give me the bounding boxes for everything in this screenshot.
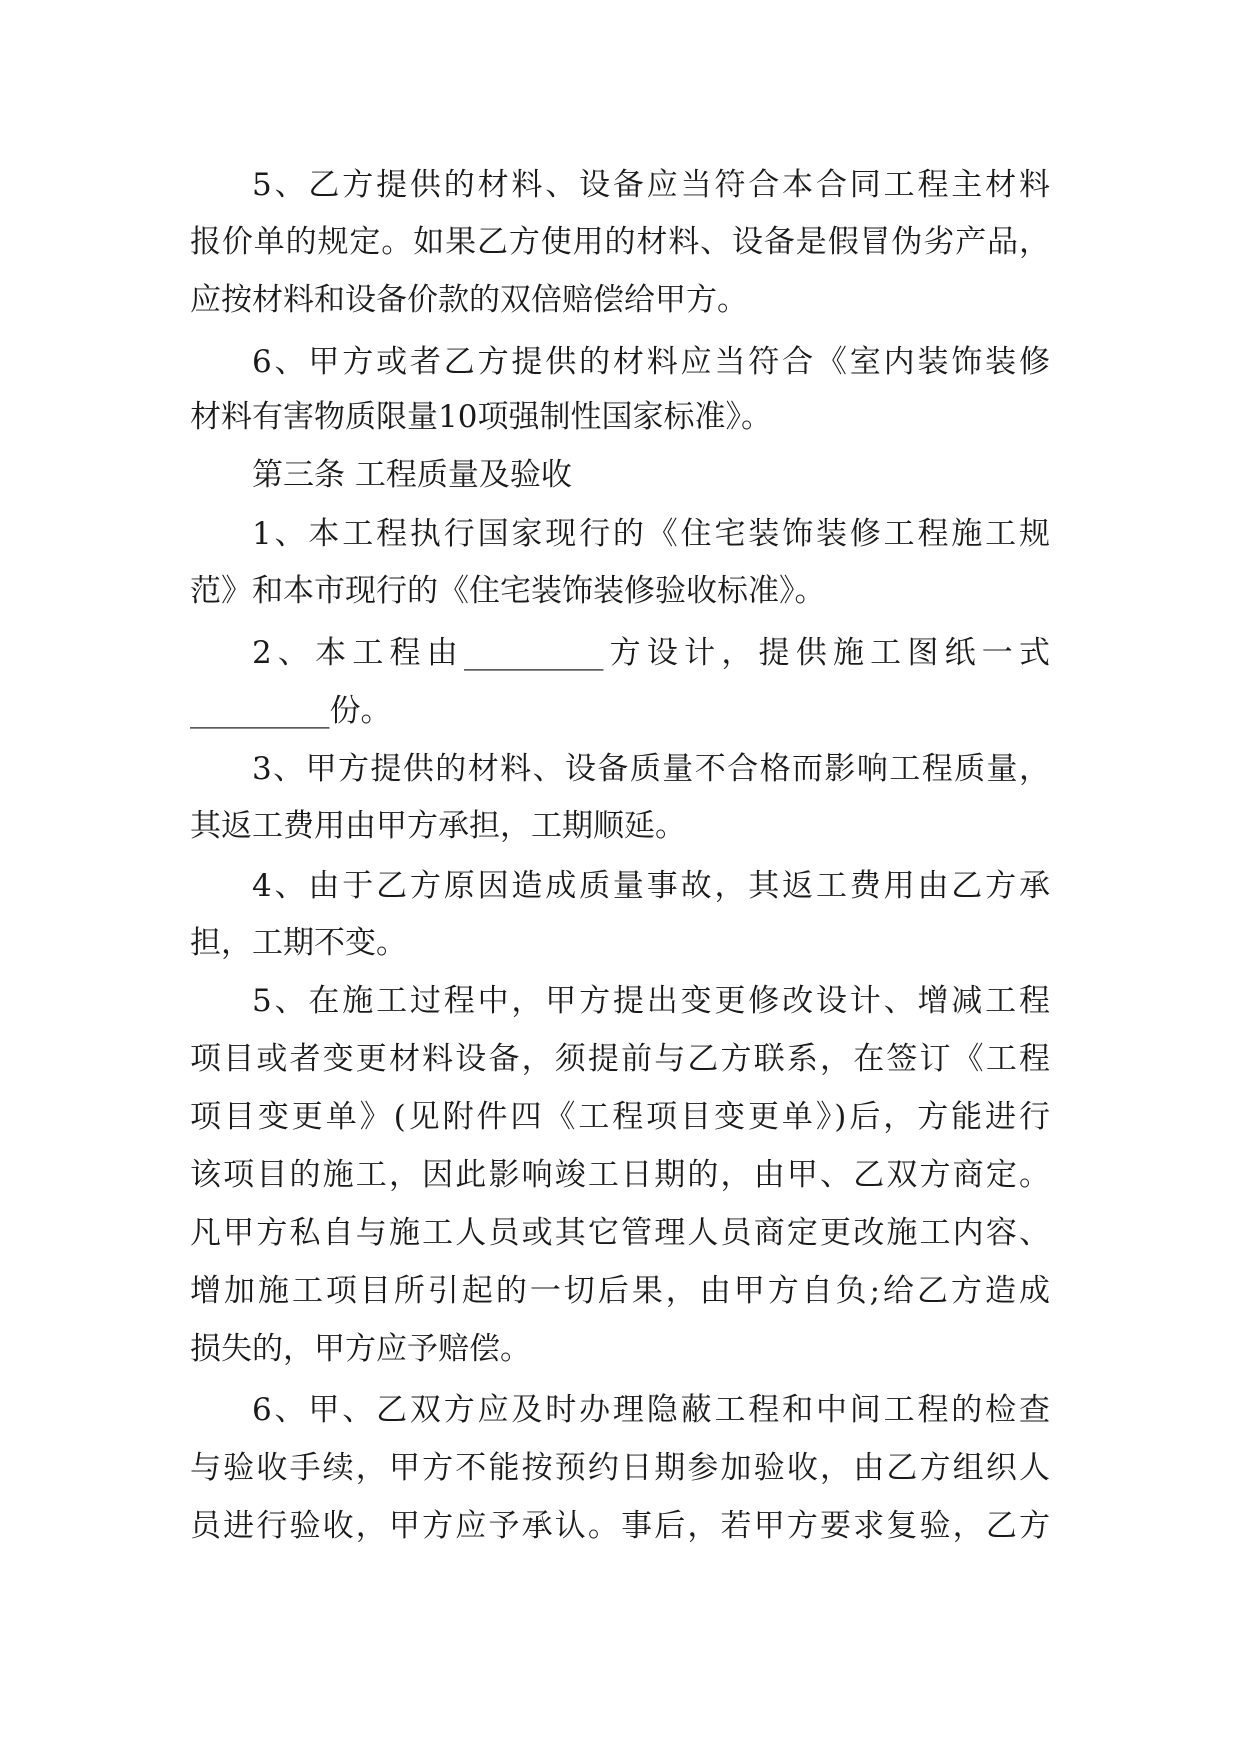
text-line: 担，工期不变。 (190, 925, 407, 961)
text-line: 6、甲、乙双方应及时办理隐蔽工程和中间工程的检查 (252, 1392, 1050, 1428)
text-line: 4、由于乙方原因造成质量事故，其返工费用由乙方承 (252, 868, 1050, 904)
text-line: 其返工费用由甲方承担，工期顺延。 (190, 808, 686, 844)
text-line: 项目变更单》(见附件四《工程项目变更单》)后，方能进行 (190, 1099, 1050, 1135)
text-line: 损失的，甲方应予赔偿。 (190, 1331, 531, 1367)
section-heading: 第三条 工程质量及验收 (252, 457, 572, 493)
text-line: 材料有害物质限量10项强制性国家标准》。 (190, 399, 772, 435)
text-line: 2、本工程由_________方设计，提供施工图纸一式 (252, 635, 1050, 671)
text-line: 1、本工程执行国家现行的《住宅装饰装修工程施工规 (252, 516, 1050, 552)
text-line: 5、乙方提供的材料、设备应当符合本合同工程主材料 (252, 167, 1050, 203)
text-line: 6、甲方或者乙方提供的材料应当符合《室内装饰装修 (252, 344, 1050, 380)
text-line: 应按材料和设备价款的双倍赔偿给甲方。 (190, 282, 748, 318)
text-line: 范》和本市现行的《住宅装饰装修验收标准》。 (190, 573, 826, 609)
text-line: 项目或者变更材料设备，须提前与乙方联系，在签订《工程 (190, 1041, 1050, 1077)
text-line: 3、甲方提供的材料、设备质量不合格而影响工程质量， (252, 751, 1050, 787)
text-line: 与验收手续，甲方不能按预约日期参加验收，由乙方组织人 (190, 1450, 1050, 1486)
text-line: 员进行验收，甲方应予承认。事后，若甲方要求复验，乙方 (190, 1508, 1050, 1544)
text-line: _________份。 (190, 693, 392, 729)
text-line: 凡甲方私自与施工人员或其它管理人员商定更改施工内容、 (190, 1215, 1050, 1251)
text-line: 5、在施工过程中，甲方提出变更修改设计、增减工程 (252, 983, 1050, 1019)
text-line: 该项目的施工，因此影响竣工日期的，由甲、乙双方商定。 (190, 1157, 1050, 1193)
text-line: 报价单的规定。如果乙方使用的材料、设备是假冒伪劣产品， (190, 224, 1050, 260)
text-line: 增加施工项目所引起的一切后果，由甲方自负;给乙方造成 (190, 1273, 1050, 1309)
